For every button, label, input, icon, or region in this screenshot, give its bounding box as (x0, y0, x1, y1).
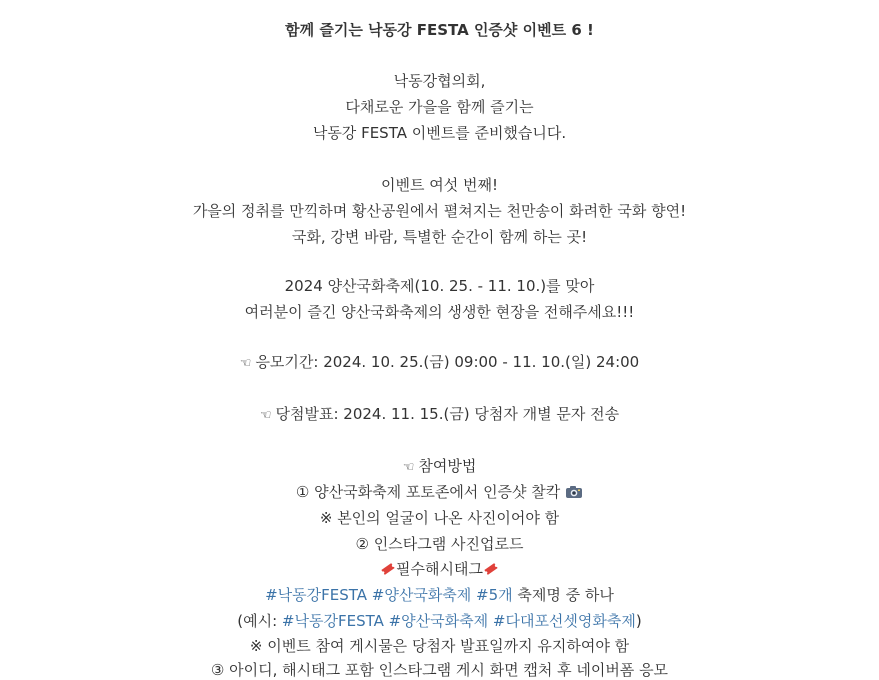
entry-period (0, 352, 879, 374)
step-3: ③ 아이디, 해시태그 포함 인스타그램 게시 화면 캡처 후 네이버폼 응모 (210, 661, 669, 679)
hashtag-list: #낙동강FESTA #양산국화축제 #5개 (265, 586, 513, 604)
winner-announcement-text: 당첨발표: 2024. 11. 15.(금) 당첨자 개별 문자 전송 (275, 405, 620, 423)
note-1: ※ 본인의 얼굴이 나온 사진이어야 함 (319, 509, 560, 527)
example-hashtags: #낙동강FESTA #양산국화축제 #다대포선셋영화축제 (281, 612, 636, 630)
ticket-icon (483, 560, 499, 580)
pointing-hand-icon: ☜ (402, 460, 415, 475)
hashtag-heading (0, 559, 879, 580)
intro-line-3: 낙동강 FESTA 이벤트를 준비했습니다. (312, 124, 567, 142)
required-hashtags (0, 585, 879, 605)
event-line-3: 국화, 강변 바람, 특별한 순간이 함께 하는 곳! (291, 228, 588, 246)
intro-line-1: 낙동강협의회, (393, 72, 486, 90)
step-2: ② 인스타그램 사진업로드 (355, 535, 524, 553)
hashtag-rule: 축제명 중 하나 (512, 586, 614, 604)
event-line-2: 가을의 정취를 만끽하며 황산공원에서 펼쳐지는 천만송이 화려한 국화 향연! (192, 202, 687, 220)
ticket-icon (380, 560, 396, 580)
example-close: ) (635, 612, 642, 630)
example-open: (예시: (237, 612, 282, 630)
note-2: ※ 이벤트 참여 게시물은 당첨자 발표일까지 유지하여야 함 (249, 637, 630, 655)
pointing-hand-icon: ☜ (239, 356, 252, 371)
pointing-hand-icon: ☜ (259, 408, 272, 423)
camera-icon (565, 483, 583, 501)
festival-line-2: 여러분이 즐긴 양산국화축제의 생생한 현장을 전해주세요!!! (244, 303, 635, 321)
step-1-text: ① 양산국화축제 포토존에서 인증샷 찰칵 (295, 483, 561, 501)
hashtag-heading-text: 필수해시태그 (396, 560, 483, 578)
how-to-heading-text: 참여방법 (418, 457, 477, 475)
winner-announcement (0, 404, 879, 426)
intro-line-2: 다채로운 가을을 함께 즐기는 (345, 98, 534, 116)
hashtag-example (0, 611, 879, 631)
event-line-1: 이벤트 여섯 번째! (381, 176, 498, 194)
festival-line-1: 2024 양산국화축제(10. 25. - 11. 10.)를 맞아 (284, 277, 595, 295)
event-title: 함께 즐기는 낙동강 FESTA 인증샷 이벤트 6 ! (285, 21, 594, 39)
step-1 (0, 482, 879, 502)
how-to-heading (0, 456, 879, 478)
entry-period-text: 응모기간: 2024. 10. 25.(금) 09:00 - 11. 10.(일) 24:00 (255, 353, 640, 371)
